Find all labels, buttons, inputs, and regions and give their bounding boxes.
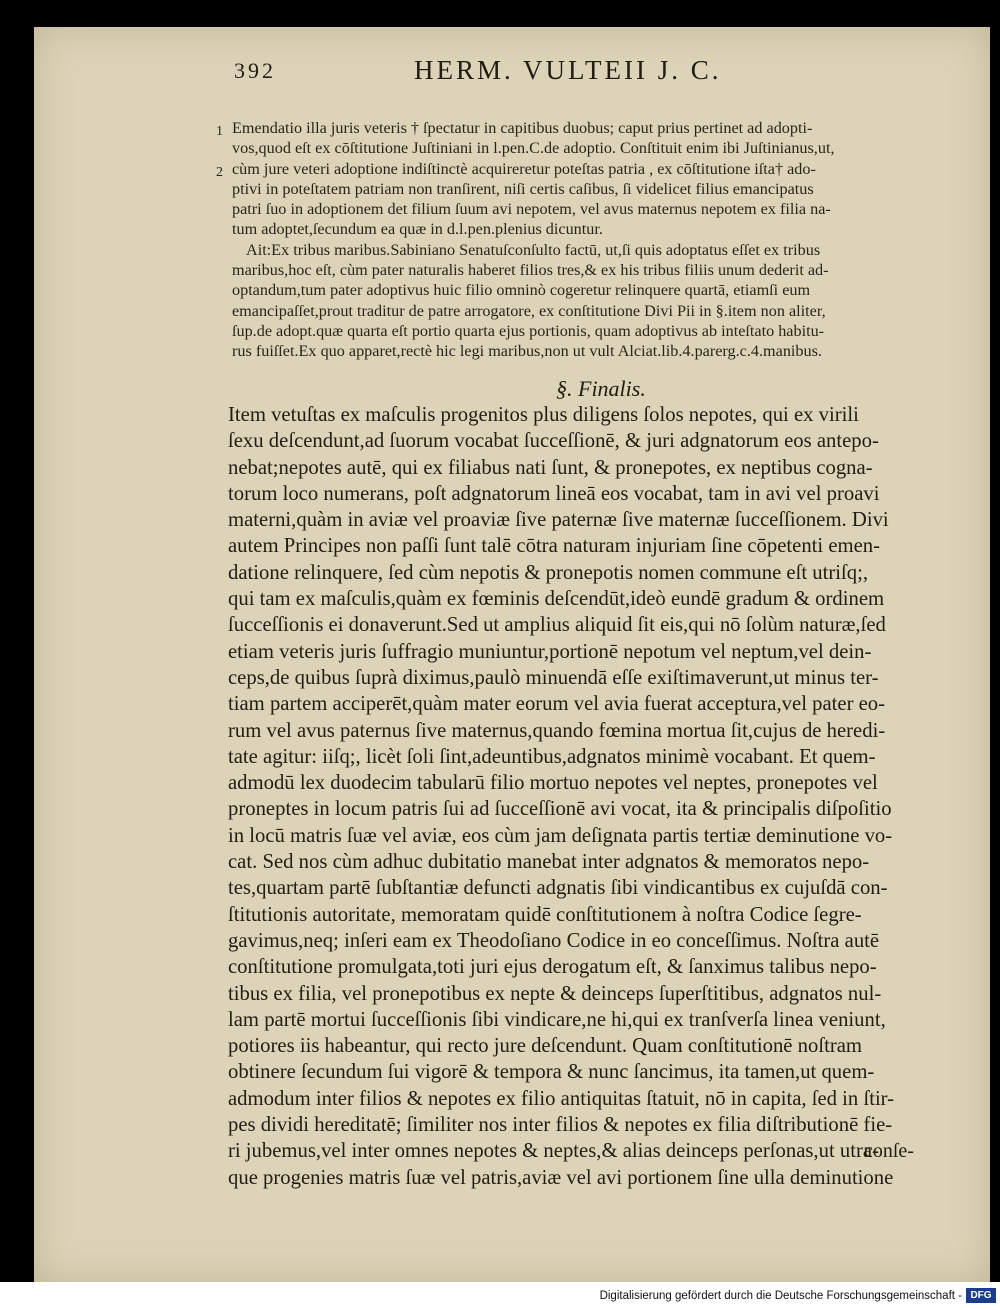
margin-number: 1	[216, 124, 223, 139]
dfg-logo: DFG	[966, 1288, 996, 1303]
note-line: cùm jure veteri adoptione indiſtinctè acquireretur poteſtas patria , ex cōſtitutione iſta† ado-	[232, 159, 816, 178]
text-line: datione relinquere, ſed cùm nepotis & pronepotis nomen commune eſt utriſq;,	[228, 561, 869, 584]
text-line: ceps,de quibus ſuprà diximus,paulò minuendā eſſe exiſtimaverunt,ut minus ter-	[228, 666, 879, 689]
note-line: ptivi in poteſtatem patriam non tranſirent, niſi certis caſibus, ſi videlicet filius emancipatus	[232, 179, 814, 198]
footer-bar	[0, 1282, 1000, 1310]
note-line: maribus,hoc eſt, cùm pater naturalis haberet filios tres,& ex his tribus filiis unum dederit ad-	[232, 261, 829, 280]
text-line: qui tam ex maſculis,quàm ex fœminis deſcendūt,ideò eundē gradum & ordinem	[228, 588, 885, 611]
text-line: tibus ex filia, vel pronepotibus ex nepte & deinceps ſuperſtitibus, adgnatos nul-	[228, 982, 882, 1005]
text-line: admodū lex duodecim tabularū filio mortuo nepotes vel neptes, pronepotes vel	[228, 772, 878, 795]
commentary-notes	[232, 118, 932, 362]
section-heading: §. Finalis.	[556, 376, 646, 401]
main-text	[228, 402, 930, 1191]
text-line: materni,quàm in aviæ vel proaviæ ſive paternæ ſive maternæ ſucceſſionem. Divi	[228, 509, 889, 532]
note-line: rus fuiſſet.Ex quo apparet,rectè hic legi maribus,non ut vult Alciat.lib.4.parerg.c.4.manibus.	[232, 342, 822, 361]
catchword: conſe-	[864, 1140, 914, 1162]
text-line: cat. Sed nos cùm adhuc dubitatio manebat inter adgnatos & memoratos nepo-	[228, 851, 870, 874]
text-line: obtinere ſecundum ſui vigorē & tempora & nunc ſancimus, ita tamen,ut quem-	[228, 1061, 875, 1084]
text-line: conſtitutione promulgata,toti juri ejus derogatum eſt, & ſanximus talibus nepo-	[228, 956, 877, 979]
text-line: rum vel avus paternus ſive maternus,quando fœmina mortua ſit,cujus de heredi-	[228, 719, 886, 742]
text-line: in locū matris ſuæ vel aviæ, eos cùm jam deſignata partis tertiæ deminutione vo-	[228, 824, 893, 847]
text-line: gavimus,neq; inſeri eam ex Theodoſiano Codice in eo conceſſimus. Noſtra autē	[228, 929, 880, 952]
text-line: tes,quartam partē ſubſtantiæ defuncti adgnatis ſibi vindicantibus ex cujuſdā con-	[228, 877, 888, 900]
text-line: ſtitutionis autoritate, memoratam quidē conſtitutionem à noſtra Codice ſegre-	[228, 903, 862, 926]
margin-number: 2	[216, 165, 223, 180]
note-line: vos,quod eſt ex cōſtitutione Juſtiniani in l.pen.C.de adoptio. Conſtituit enim ibi Juſtinianus,ut,	[232, 139, 835, 158]
text-line: admodum inter filios & nepotes ex filio antiquitas ſtatuit, nō in capita, ſed in ſtir-	[228, 1087, 895, 1110]
text-line: ſexu deſcendunt,ad ſuorum vocabat ſucceſſionē, & juri adgnatorum eos antepo-	[228, 430, 879, 453]
note-line: ſup.de adopt.quæ quarta eſt portio quarta ejus portionis, quam adoptivus ab inteſtato habitu-	[232, 321, 825, 340]
text-line: pes dividi hereditatē; ſimiliter nos inter filios & nepotes ex filia diſtributionē fie-	[228, 1114, 893, 1137]
text-line: lam partē mortui ſucceſſionis ſibi vindicare,ne hi,qui ex tranſverſa linea veniunt,	[228, 1008, 886, 1031]
note-line: optandum,tum pater adoptivus huic filio omninò cogeretur relinquere quartā, etiamſi eum	[232, 281, 811, 300]
text-line: nebat;nepotes autē, qui ex filiabus nati ſunt, & pronepotes, ex neptibus cogna-	[228, 456, 873, 479]
note-line: emancipaſſet,prout traditur de patre arrogatore, ex conſtitutione Divi Pii in §.item non aliter,	[232, 301, 826, 320]
text-line: etiam veteris juris ſuffragio muniuntur,portionē nepotum vel neptum,vel dein-	[228, 640, 872, 663]
text-line: autem Principes non paſſi ſunt talē cōtra naturam injuriam ſine cōpetenti emen-	[228, 535, 881, 558]
running-title: HERM. VULTEII J. C.	[414, 55, 722, 85]
text-line: torum loco numerans, poſt adgnatorum lineā eos vocabat, tam in avi vel proavi	[228, 482, 880, 505]
note-line: tum adoptet,ſecundum ea quæ in d.l.pen.plenius dicuntur.	[232, 220, 603, 239]
text-line: Item vetuſtas ex maſculis progenitos plus diligens ſolos nepotes, qui ex virili	[228, 404, 859, 426]
note-line: Emendatio illa juris veteris † ſpectatur in capitibus duobus; caput prius pertinet ad adopti-	[232, 119, 813, 137]
text-line: que progenies matris ſuæ vel patris,aviæ vel avi portionem ſine ulla deminutione	[228, 1166, 894, 1189]
note-line: Ait:Ex tribus maribus.Sabiniano Senatuſconſulto factū, ut,ſi quis adoptatus eſſet ex tribus	[246, 240, 821, 259]
note-line: patri ſuo in adoptionem det filium ſuum avi nepotem, vel avus maternus nepotem ex filia na-	[232, 200, 831, 219]
text-line: ſucceſſionis ei donaverunt.Sed ut amplius aliquid ſit eis,qui nō ſolùm naturæ,ſed	[228, 614, 886, 637]
text-line: potiores iis habeantur, qui recto jure deſcendunt. Quam conſtitutionē noſtram	[228, 1035, 862, 1058]
text-line: tate agitur: iiſq;, licèt ſoli ſint,adeuntibus,adgnatos minimè vocabant. Et quem-	[228, 745, 876, 768]
text-line: ri jubemus,vel inter omnes nepotes & neptes,& alias deinceps perſonas,ut utra-	[228, 1140, 879, 1163]
text-line: proneptes in locum patris ſui ad ſucceſſionē avi vocat, ita & principalis diſpoſitio	[228, 798, 892, 821]
text-line: tiam partem acciperēt,quàm mater eorum vel avia fuerat acceptura,vel pater eo-	[228, 693, 886, 716]
funding-notice: Digitalisierung gefördert durch die Deutsche Forschungsgemeinschaft -	[599, 1290, 962, 1302]
page-number: 392	[234, 58, 276, 83]
